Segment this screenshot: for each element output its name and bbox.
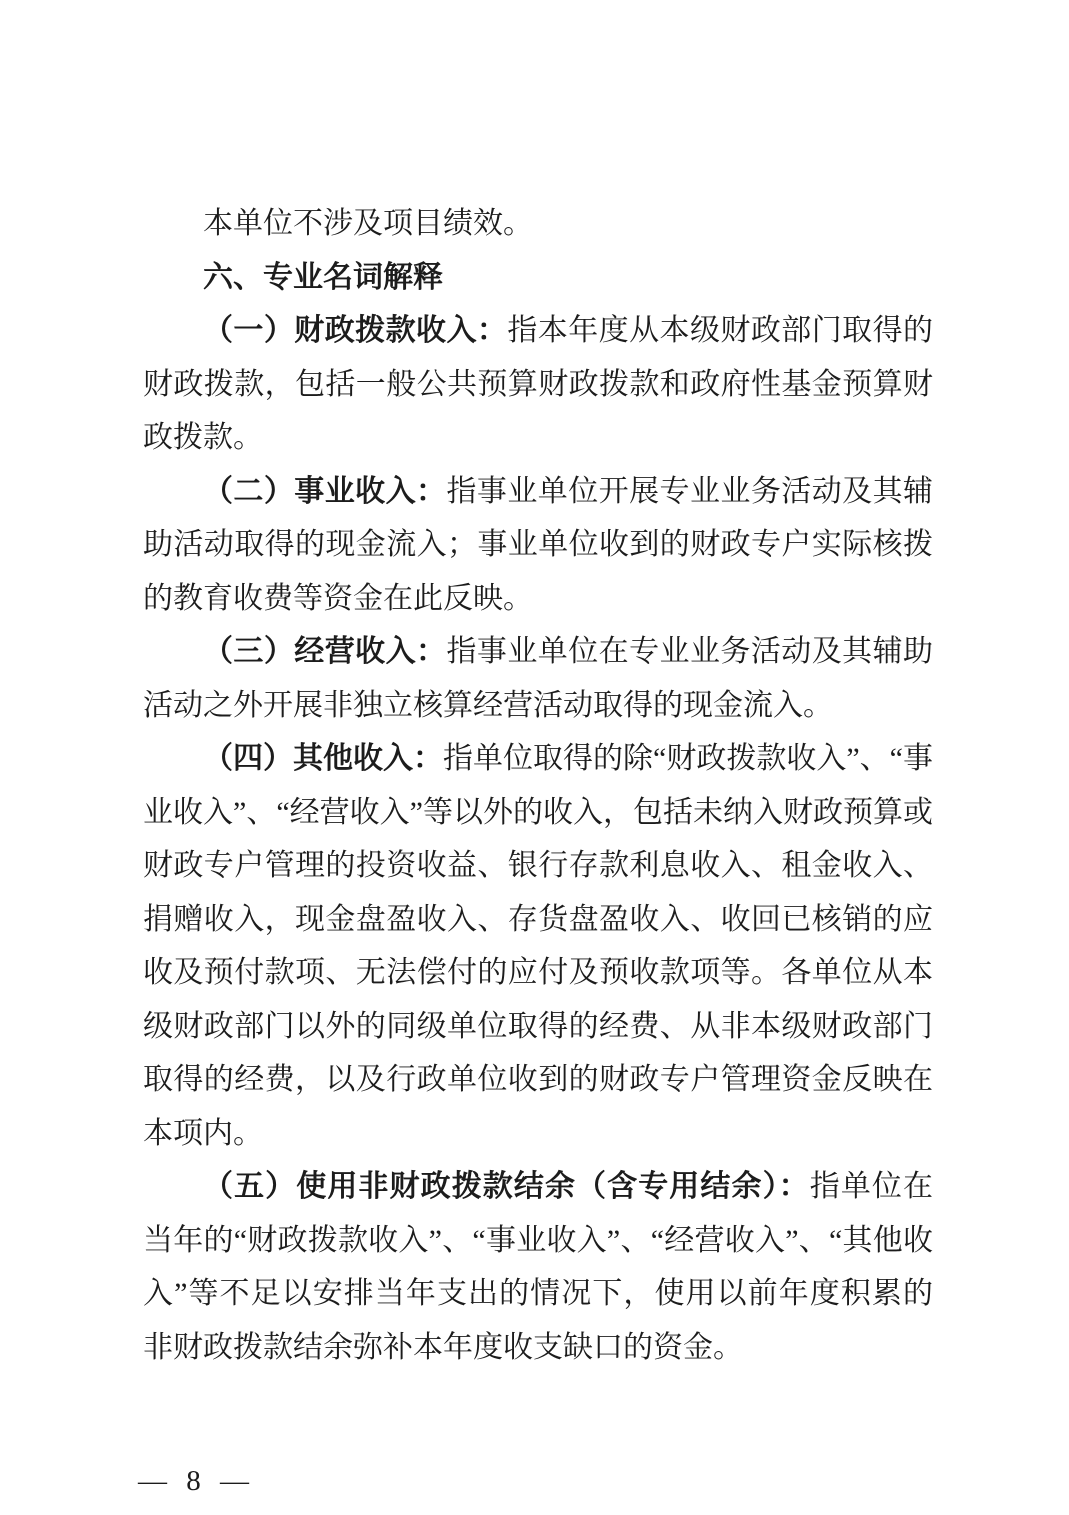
intro-paragraph — [143, 197, 933, 251]
term-label-3: （三）经营收入： — [203, 635, 447, 668]
page-number: — 8 — — [138, 1465, 255, 1497]
term-label-4: （四）其他收入： — [203, 742, 444, 775]
term-definition-5: 指单位在当年的“财政拨款收入”、“事业收入”、“经营收入”、“其他收入”等不足以安排当年支出的情况下，使用以前年度积累的非财政拨款结余弥补本年度收支缺口的资金。 — [143, 1170, 934, 1364]
term-paragraph-4 — [143, 732, 933, 1160]
section-heading: 六、专业名词解释 — [203, 260, 443, 294]
intro-text: 本单位不涉及项目绩效。 — [203, 207, 533, 240]
term-label-5: （五）使用非财政拨款结余（含专用结余）： — [203, 1170, 810, 1203]
term-definition-3: 指事业单位在专业业务活动及其辅助活动之外开展非独立核算经营活动取得的现金流入。 — [143, 635, 934, 722]
term-paragraph-3 — [143, 625, 933, 732]
term-definition-2: 指事业单位开展专业业务活动及其辅助活动取得的现金流入；事业单位收到的财政专户实际核拨的教育收费等资金在此反映。 — [143, 474, 934, 615]
term-paragraph-2 — [143, 465, 933, 626]
term-paragraph-5 — [143, 1160, 933, 1374]
term-label-1: （一）财政拨款收入： — [203, 314, 508, 347]
term-paragraph-1 — [143, 304, 933, 465]
term-definition-1: 指本年度从本级财政部门取得的财政拨款，包括一般公共预算财政拨款和政府性基金预算财政拨款。 — [143, 314, 934, 454]
term-definition-4: 指单位取得的除“财政拨款收入”、“事业收入”、“经营收入”等以外的收入，包括未纳入财政预算或财政专户管理的投资收益、银行存款利息收入、租金收入、捐赠收入，现金盘盈收入、存货盘盈收入、收回已核销的应收及预付款项、无法偿付的应付及预收款项等。各单位从本级财政部门以外的同级单位取得的经费、从非本级财政部门取得的经费，以及行政单位收到的财政专户管理资金反映在本项内。 — [143, 742, 933, 1150]
term-label-2: （二）事业收入： — [203, 474, 447, 508]
document-body — [143, 197, 933, 1374]
